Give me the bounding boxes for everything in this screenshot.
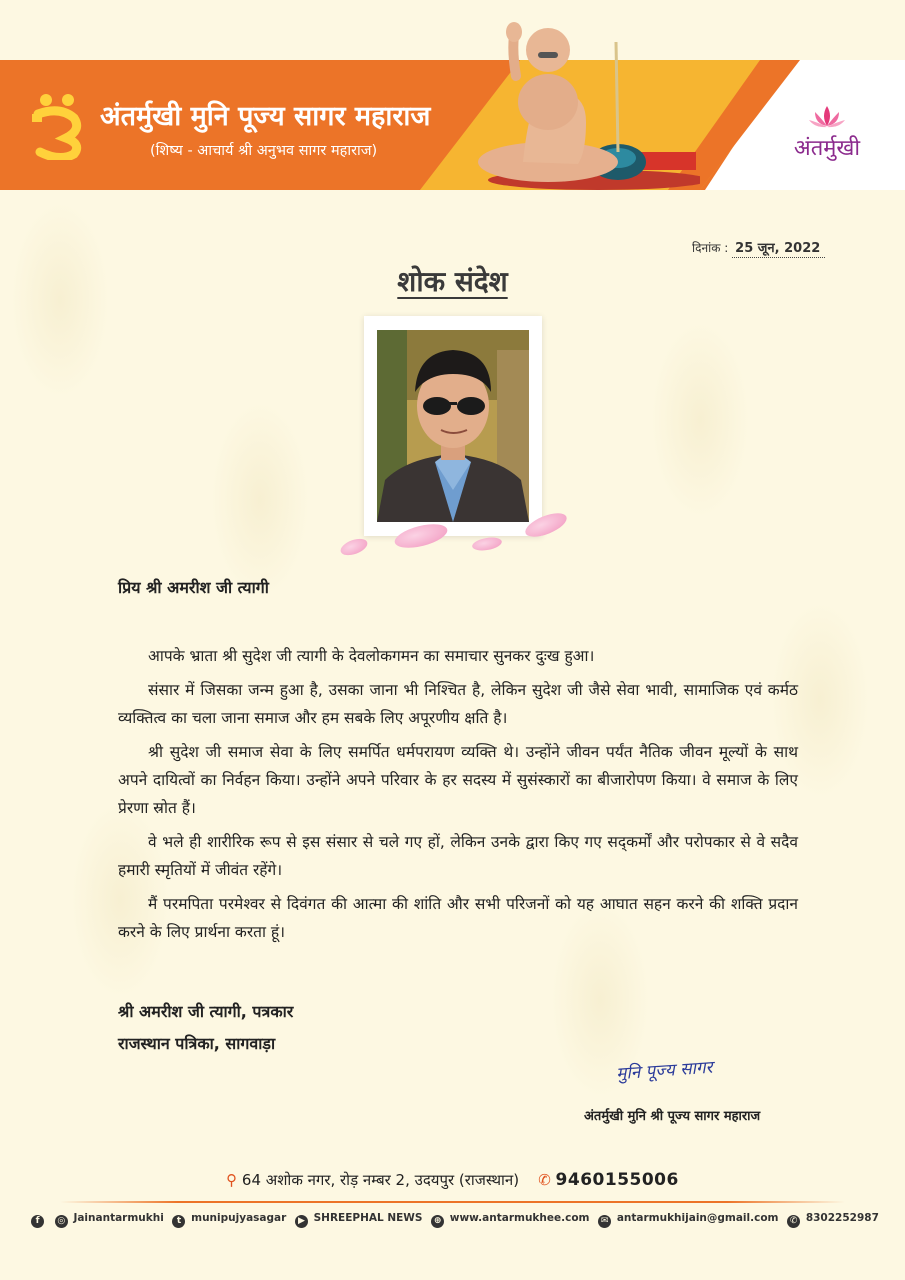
email-link[interactable]: antarmukhijain@gmail.com xyxy=(616,1212,779,1224)
monk-photo-illustration xyxy=(468,12,700,190)
social-handle[interactable]: SHREEPHAL NEWS xyxy=(313,1212,423,1224)
twitter-icon[interactable]: t xyxy=(172,1215,185,1228)
rose-petal xyxy=(471,535,503,552)
body-paragraph: संसार में जिसका जन्म हुआ है, उसका जाना भी निश्चित है, लेकिन सुदेश जी जैसे सेवा भावी, सामाजिक एवं कर्मठ व्यक्तित्व का चला जाना समाज और हम सबके लिए अपूरणीय क्षति है। xyxy=(118,681,798,727)
instagram-icon[interactable]: ◎ xyxy=(55,1215,68,1228)
social-handle[interactable]: Jainantarmukhi xyxy=(73,1212,164,1224)
header-title: अंतर्मुखी मुनि पूज्य सागर महाराज xyxy=(100,101,431,132)
social-handle[interactable]: munipujyasagar xyxy=(191,1212,287,1224)
phone-icon: ✆ xyxy=(538,1171,551,1189)
body-paragraph: मैं परमपिता परमेश्वर से दिवंगत की आत्मा की शांति और सभी परिजनों को यह आघात सहन करने की शक्ति प्रदान करने के लिए प्रार्थना करता हूं। xyxy=(118,895,798,941)
youtube-icon[interactable]: ▶ xyxy=(295,1215,308,1228)
web-icon[interactable]: ⊕ xyxy=(431,1215,444,1228)
facebook-icon[interactable]: f xyxy=(31,1215,44,1228)
body-paragraph: वे भले ही शारीरिक रूप से इस संसार से चले गए हों, लेकिन उनके द्वारा किए गए सद्कर्मों और परोपकार से वे सदैव हमारी स्मृतियों में जीवंत रहेंगे। xyxy=(118,833,798,879)
footer-divider xyxy=(60,1201,845,1203)
rose-petal xyxy=(338,536,369,559)
page-heading xyxy=(0,262,905,300)
date-value: 25 जून, 2022 xyxy=(732,238,825,258)
signer-name: अंतर्मुखी मुनि श्री पूज्य सागर महाराज xyxy=(584,1109,761,1124)
brand-logo-text: अंतर्मुखी xyxy=(793,136,861,161)
location-pin-icon: ⚲ xyxy=(226,1171,238,1189)
heading-text: शोक संदेश xyxy=(397,265,508,298)
footer-phone: 9460155006 xyxy=(555,1170,679,1190)
recipient-name: श्री अमरीश जी त्यागी, पत्रकार xyxy=(118,1002,294,1021)
salutation: प्रिय श्री अमरीश जी त्यागी xyxy=(118,578,269,597)
jain-logo-icon xyxy=(30,90,88,160)
header-subtitle: (शिष्य - आचार्य श्री अनुभव सागर महाराज) xyxy=(150,143,378,159)
portrait-frame xyxy=(364,316,542,536)
website-link[interactable]: www.antarmukhee.com xyxy=(449,1212,590,1224)
body-paragraph: आपके भ्राता श्री सुदेश जी त्यागी के देवलोकगमन का समाचार सुनकर दुःख हुआ। xyxy=(148,647,595,665)
letter-body xyxy=(118,642,798,952)
date-row xyxy=(692,238,825,258)
lotus-icon xyxy=(807,102,847,132)
footer-address: 64 अशोक नगर, रोड़ नम्बर 2, उदयपुर (राजस्थान) xyxy=(241,1171,520,1189)
footer-social-row xyxy=(0,1212,905,1228)
letterhead-banner xyxy=(0,60,905,190)
recipient-organization: राजस्थान पत्रिका, सागवाड़ा xyxy=(118,1034,276,1053)
whatsapp-number[interactable]: 8302252987 xyxy=(805,1212,879,1224)
handwritten-signature: मुनि पूज्य सागर xyxy=(615,1057,714,1085)
antarmukhi-brand-logo xyxy=(782,102,872,172)
date-label: दिनांक : xyxy=(692,241,729,255)
body-paragraph: श्री सुदेश जी समाज सेवा के लिए समर्पित धर्मपरायण व्यक्ति थे। उन्होंने जीवन पर्यंत नैतिक जीवन मूल्यों के साथ अपने दायित्वों का निर्वहन किया। उन्होंने अपने परिवार के हर सदस्य में सुसंस्कारों का बीजारोपण किया। वे समाज के लिए प्रेरणा स्रोत हैं। xyxy=(118,743,798,817)
footer-address-row xyxy=(0,1170,905,1190)
portrait-photo xyxy=(377,330,529,522)
whatsapp-icon[interactable]: ✆ xyxy=(787,1215,800,1228)
email-icon[interactable]: ✉ xyxy=(598,1215,611,1228)
